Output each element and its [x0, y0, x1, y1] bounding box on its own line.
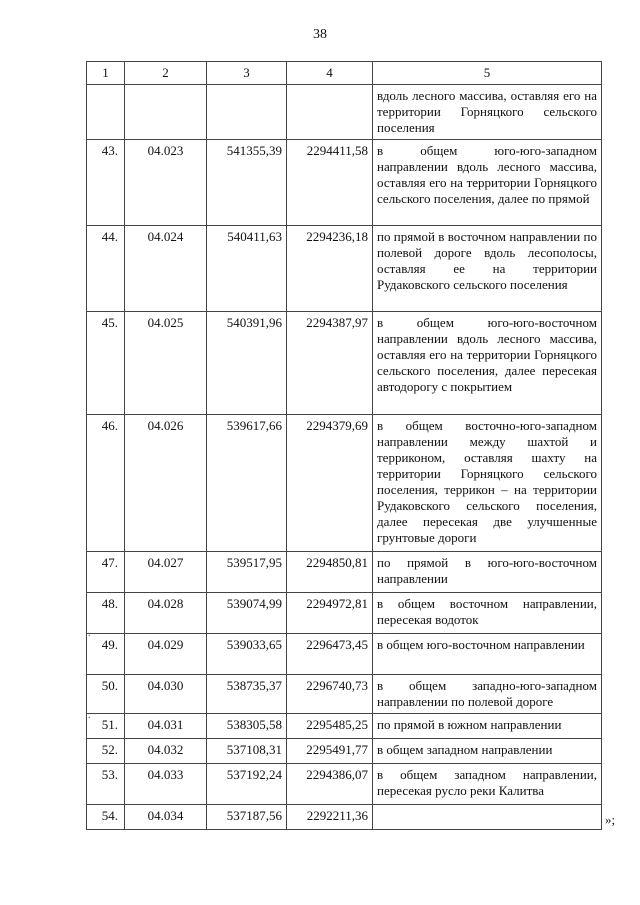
row-number: 47.: [87, 552, 125, 593]
row-number: 44.: [87, 226, 125, 312]
boundary-description: в общем западном направлении, пересекая русло реки Калитва: [373, 764, 602, 805]
row-number: 51.: [87, 714, 125, 739]
y-coordinate: 2294850,81: [287, 552, 373, 593]
table-row: [87, 764, 602, 805]
point-code: [125, 85, 207, 140]
page-number: 38: [313, 27, 327, 42]
y-coordinate: 2294387,97: [287, 312, 373, 415]
boundary-description: в общем юго-юго-восточном направлении вдоль лесного массива, оставляя его на территории Горняцкого сельского поселения, далее пересекая автодорогу с покрытием: [373, 312, 602, 415]
point-code: 04.029: [125, 634, 207, 675]
point-code: 04.030: [125, 675, 207, 714]
table-row: [87, 634, 602, 675]
x-coordinate: 541355,39: [207, 140, 287, 226]
boundary-description: в общем восточно-юго-западном направлении между шахтой и терриконом, оставляя шахту на территории Горняцкого сельского поселения, террикон – на территории Рудаковского сельского поселения, далее пересекая две улучшенные грунтовые дороги: [373, 415, 602, 552]
row-number: 46.: [87, 415, 125, 552]
table-row: [87, 714, 602, 739]
point-code: 04.026: [125, 415, 207, 552]
col-header-description: 5: [373, 62, 602, 85]
row-number: 43.: [87, 140, 125, 226]
closing-quote-mark: »;: [605, 812, 616, 827]
table-row: [87, 226, 602, 312]
row-number: 49.: [87, 634, 125, 675]
boundary-description: [373, 805, 602, 830]
y-coordinate: 2292211,36: [287, 805, 373, 830]
x-coordinate: 538735,37: [207, 675, 287, 714]
point-code: 04.028: [125, 593, 207, 634]
x-coordinate: 537192,24: [207, 764, 287, 805]
table-row: [87, 552, 602, 593]
table-row: [87, 593, 602, 634]
table-row: [87, 805, 602, 830]
col-header-point-code: 2: [125, 62, 207, 85]
point-code: 04.034: [125, 805, 207, 830]
row-number: 53.: [87, 764, 125, 805]
boundary-description: в общем восточном направлении, пересекая водоток: [373, 593, 602, 634]
x-coordinate: 539517,95: [207, 552, 287, 593]
boundary-description: в общем западном направлении: [373, 739, 602, 764]
boundary-description: по прямой в юго-юго-восточном направлении: [373, 552, 602, 593]
x-coordinate: 539617,66: [207, 415, 287, 552]
margin-mark: .: [88, 710, 91, 721]
point-code: 04.031: [125, 714, 207, 739]
col-header-y-coordinate: 4: [287, 62, 373, 85]
col-header-number: 1: [87, 62, 125, 85]
x-coordinate: [207, 85, 287, 140]
y-coordinate: 2295485,25: [287, 714, 373, 739]
point-code: 04.024: [125, 226, 207, 312]
x-coordinate: 538305,58: [207, 714, 287, 739]
row-number: 45.: [87, 312, 125, 415]
point-code: 04.027: [125, 552, 207, 593]
boundary-description: по прямой в южном направлении: [373, 714, 602, 739]
table-row: [87, 140, 602, 226]
x-coordinate: 537108,31: [207, 739, 287, 764]
y-coordinate: 2296473,45: [287, 634, 373, 675]
y-coordinate: 2294236,18: [287, 226, 373, 312]
table-row: [87, 312, 602, 415]
x-coordinate: 539033,65: [207, 634, 287, 675]
y-coordinate: [287, 85, 373, 140]
point-code: 04.023: [125, 140, 207, 226]
boundary-description: вдоль лесного массива, оставляя его на территории Горняцкого сельского поселения: [373, 85, 602, 140]
x-coordinate: 537187,56: [207, 805, 287, 830]
table-row: [87, 85, 602, 140]
x-coordinate: 540411,63: [207, 226, 287, 312]
row-number: 50.: [87, 675, 125, 714]
row-number: 52.: [87, 739, 125, 764]
table-row: [87, 415, 602, 552]
boundary-description: в общем юго-восточном направлении: [373, 634, 602, 675]
y-coordinate: 2294386,07: [287, 764, 373, 805]
y-coordinate: 2294379,69: [287, 415, 373, 552]
table-row: [87, 739, 602, 764]
boundary-description: в общем западно-юго-западном направлении по полевой дороге: [373, 675, 602, 714]
row-number: [87, 85, 125, 140]
table-header-row: [87, 62, 602, 85]
y-coordinate: 2294972,81: [287, 593, 373, 634]
y-coordinate: 2295491,77: [287, 739, 373, 764]
y-coordinate: 2296740,73: [287, 675, 373, 714]
x-coordinate: 540391,96: [207, 312, 287, 415]
point-code: 04.032: [125, 739, 207, 764]
point-code: 04.033: [125, 764, 207, 805]
margin-mark: .: [88, 628, 91, 639]
boundary-description: по прямой в восточном направлении по полевой дороге вдоль лесополосы, оставляя ее на территории Рудаковского сельского поселения: [373, 226, 602, 312]
y-coordinate: 2294411,58: [287, 140, 373, 226]
x-coordinate: 539074,99: [207, 593, 287, 634]
boundary-description: в общем юго-юго-западном направлении вдоль лесного массива, оставляя его на территории Горняцкого сельского поселения, далее по прямой: [373, 140, 602, 226]
col-header-x-coordinate: 3: [207, 62, 287, 85]
table-row: [87, 675, 602, 714]
coordinates-table: [86, 61, 602, 830]
row-number: 54.: [87, 805, 125, 830]
row-number: 48.: [87, 593, 125, 634]
point-code: 04.025: [125, 312, 207, 415]
